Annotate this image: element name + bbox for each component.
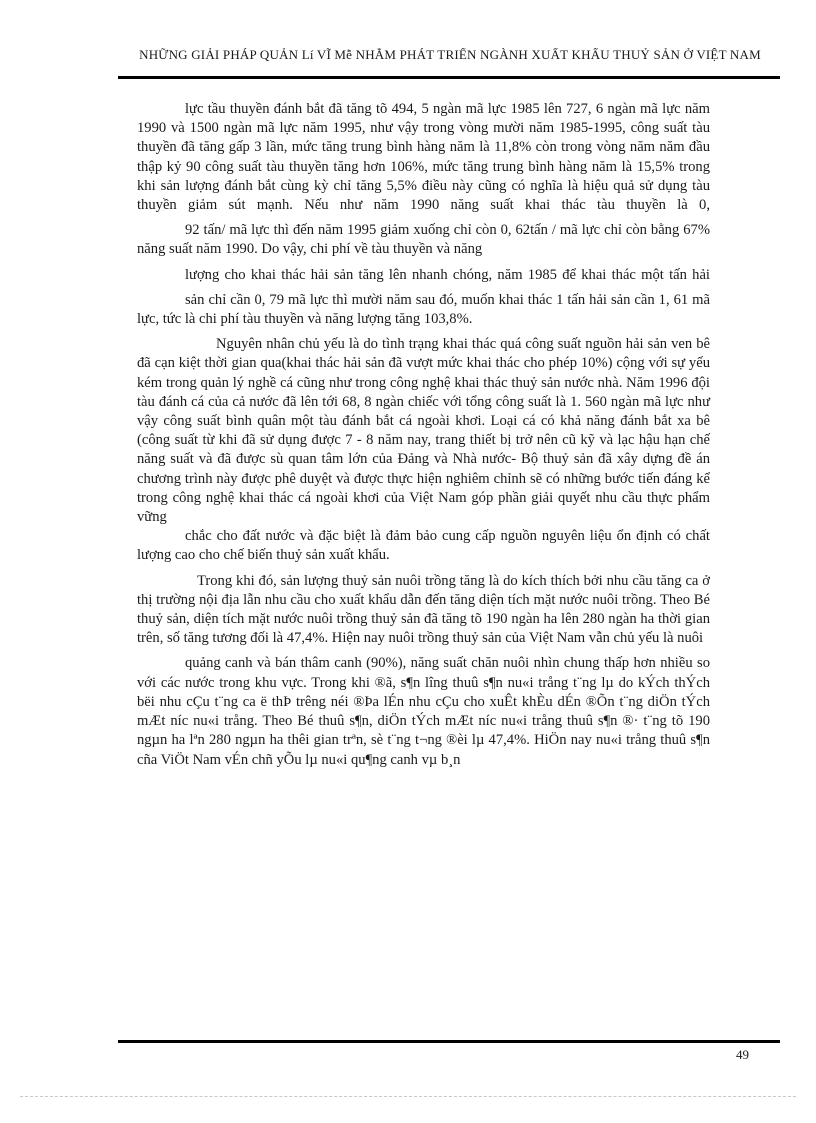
page-break-line xyxy=(20,1096,796,1097)
header-rule xyxy=(118,76,780,79)
paragraph-7: Trong khi đó, sản lượng thuỷ sản nuôi trồng tăng là do kích thích bởi nhu cầu tăng ca ở thị trường nội địa lẫn nhu cầu cho xuất khẩu dẫn đến tăng diện tích mặt nước nuôi trồng. Theo Bé thuỷ sản, diện tích mặt nước nuôi trồng thuỷ sản đã tăng tõ 190 ngàn ha lên 280 ngàn ha thời gian trên, số tăng tương đối là 47,4%. Hiện nay nuôi trồng thuỷ sản của Việt Nam vẫn chủ yếu là nuôi xyxy=(137,572,710,647)
footer-rule xyxy=(118,1040,780,1043)
paragraph-2: 92 tấn/ mã lực thì đến năm 1995 giảm xuống chỉ còn 0, 62tấn / mã lực chỉ còn bằng 67% năng suất năm 1990. Do vậy, chi phí về tàu thuyền và năng xyxy=(137,222,710,258)
paragraph-3: lượng cho khai thác hải sản tăng lên nhanh chóng, năm 1985 để khai thác một tấn hải xyxy=(185,266,710,283)
paragraph-4: sản chỉ cần 0, 79 mã lực thì mười năm sau đó, muốn khai thác 1 tấn hải sản cần 1, 61 mã lực, tức là chi phí tàu thuyền và năng lượng tăng 103,8%. xyxy=(137,291,710,328)
paragraph-6: chắc cho đất nước và đặc biệt là đảm bảo cung cấp nguồn nguyên liệu ổn định có chất lượng cao cho chế biến thuỷ sản xuất khẩu. xyxy=(137,528,710,564)
paragraph-8: quảng canh và bán thâm canh (90%), năng suất chăn nuôi nhìn chung thấp hơn nhiều so với các nước trong khu vực. Trong khi ®ã, s¶n lîng thuû s¶n nu«i trång t¨ng lµ do kÝch thÝch bëi nhu cÇu t¨ng ca ë thÞ trêng néi ®Þa lÉn nhu cÇu cho xuÊt khÈu dÉn ®Õn t¨ng diÖn tÝch mÆt níc nu«i trång. Theo Bé thuû s¶n, diÖn tÝch mÆt níc nu«i trång thuû s¶n ®· t¨ng tõ 190 ngµn ha lªn 280 ngµn ha thêi gian trªn, sè t¨ng t¬ng ®èi lµ 47,4%. HiÖn nay nu«i trång thuû s¶n cña ViÖt Nam vÉn chñ yÕu lµ nu«i qu¶ng canh vµ b¸n xyxy=(137,655,710,768)
page-body xyxy=(137,100,710,770)
running-header: NHỮNG GIẢI PHÁP QUẢN Lí VĨ Mễ NHẰM PHÁT TRIỂN NGÀNH XUẤT KHẨU THUỶ SẢN Ở VIỆT NAM xyxy=(139,48,761,62)
paragraph-1: lực tầu thuyền đánh bắt đã tăng tõ 494, 5 ngàn mã lực 1985 lên 727, 6 ngàn mã lực năm 1990 và 1500 ngàn mã lực năm 1995, như vậy trong vòng mười năm 1985-1995, công suất tàu thuyền đã tăng gấp 3 lần, mức tăng trung bình hàng năm là 11,8% còn trong vòng năm năm đầu thập kỷ 90 công suất tàu thuyền tăng hơn 106%, mức tăng trung bình hàng năm là 15,5% trong khi sản lượng đánh bắt cùng kỳ chỉ tăng 5,5% điều này cũng có nghĩa là hiệu quả sử dụng tàu thuyền giảm sút mạnh. Nếu như năm 1990 năng suất khai thác tàu thuyền là 0, xyxy=(137,101,710,214)
page-number: 49 xyxy=(736,1047,749,1062)
paragraph-5: Nguyên nhân chủ yếu là do tình trạng khai thác quá công suất nguồn hải sản ven bê đã cạn kiệt thời gian qua(khai thác hải sản đã vượt mức khai thác cho phép 10%) cộng với sự yếu kém trong quản lý nghề cá cũng như trong công nghệ khai thác thuỷ sản nước nhà. Năm 1996 đội tàu đánh cá của cả nước đã lên tới 68, 8 ngàn chiếc với tổng công suất là 1. 560 ngàn mã lực như vậy công suất bình quân một tàu đánh bắt cá ngoài khơi. Loại cá có khả năng đánh bắt xa bê (công suất từ khi đã sử dụng được 7 - 8 năm nay, trang thiết bị trở nên cũ kỹ và lạc hậu hạn chế năng suất và đã được sù quan tâm lớn của Đảng và Nhà nước- Bộ thuỷ sản đã xây dựng đề án chương trình này được phê duyệt và được thực hiện nghiêm chỉnh sẽ có những bước tiến đáng kể trong công nghệ khai thác cá ngoài khơi của Việt Nam góp phần giải quyết nhu cầu thực phẩm vững xyxy=(137,336,710,526)
